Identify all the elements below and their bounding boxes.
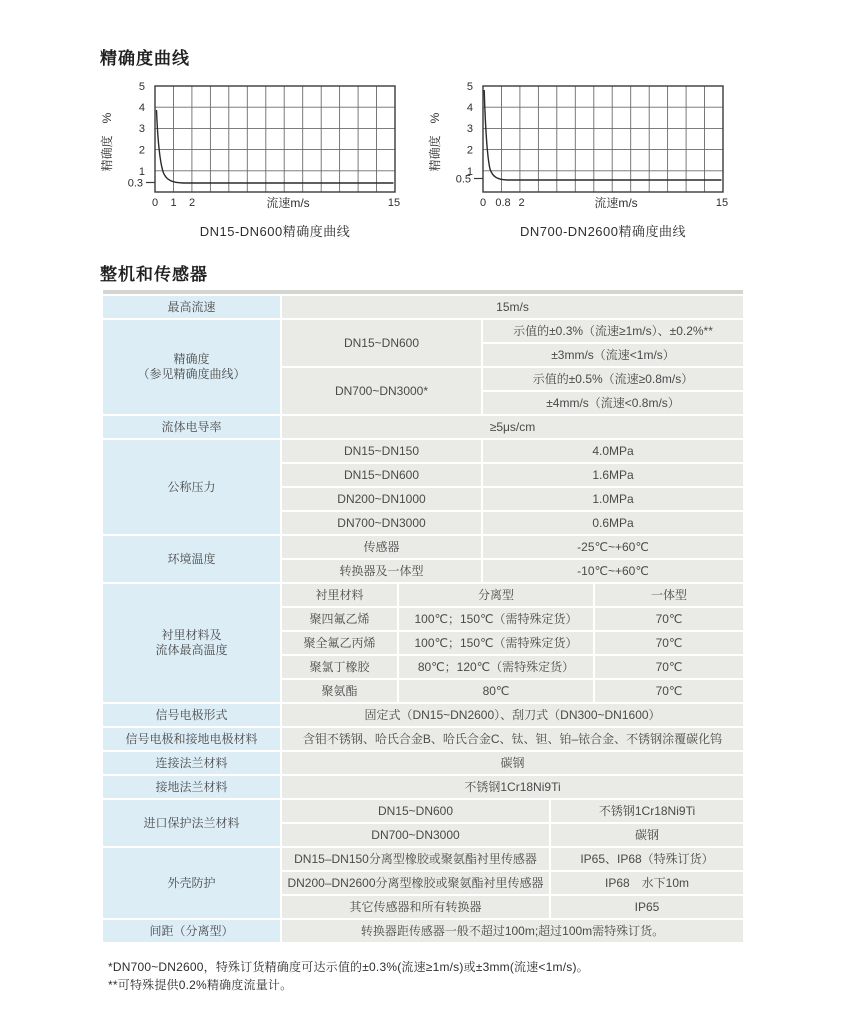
spec-label-flange-connect: 连接法兰材料 <box>103 752 280 774</box>
x-tick-0: 0 <box>151 197 159 209</box>
x-axis-label: 流速m/s <box>594 196 638 210</box>
table-row <box>103 728 743 750</box>
pressure-value-4: 0.6MPa <box>483 512 743 534</box>
footnote-2: **可特殊提供0.2%精确度流量计。 <box>108 978 293 992</box>
table-row <box>103 416 743 438</box>
y-tick-4: 4 <box>138 102 145 114</box>
y-tick-1: 1 <box>138 166 145 178</box>
pressure-value-1: 4.0MPa <box>483 440 743 462</box>
accuracy-group-2: DN700~DN3000* <box>282 368 481 414</box>
y-tick-5: 5 <box>138 81 145 93</box>
chart-caption-left: DN15-DN600精确度曲线 <box>199 224 351 239</box>
spec-value-flange-ground: 不锈钢1Cr18Ni9Ti <box>282 776 743 798</box>
spec-value-conductivity: ≥5μs/cm <box>282 416 743 438</box>
x-tick-1: 0.8 <box>495 197 511 209</box>
accuracy-chart-dn700-dn2600 <box>423 80 735 221</box>
enclosure-item-2: DN200–DN2600分离型橡胶或聚氨酯衬里传感器 <box>282 872 549 894</box>
enclosure-value-1: IP65、IP68（特殊订货） <box>551 848 743 870</box>
table-row <box>103 536 743 558</box>
lining-separate-2: 100℃；150℃（需特殊定货） <box>399 632 593 654</box>
pressure-range-1: DN15~DN150 <box>282 440 481 462</box>
accuracy-group-1-value-2: ±3mm/s（流速<1m/s） <box>483 344 743 366</box>
flange-protect-range-1: DN15~DN600 <box>282 800 549 822</box>
table-row <box>103 440 743 462</box>
table-row <box>103 800 743 822</box>
y-tick-low: 0.5 <box>455 173 471 186</box>
spec-label-electrode-form: 信号电极形式 <box>103 704 280 726</box>
horizontal-gridlines <box>155 107 395 171</box>
env-item-1: 传感器 <box>282 536 481 558</box>
spec-label-pressure: 公称压力 <box>103 440 280 534</box>
table-row <box>103 296 743 318</box>
x-tick-end: 15 <box>387 197 401 209</box>
pressure-range-3: DN200~DN1000 <box>282 488 481 510</box>
lining-separate-3: 80℃；120℃（需特殊定货） <box>399 656 593 678</box>
table-row <box>103 584 743 606</box>
lining-separate-4: 80℃ <box>399 680 593 702</box>
lining-header-integral: 一体型 <box>595 584 743 606</box>
y-tick-2: 2 <box>466 144 473 157</box>
chart-caption-right: DN700-DN2600精确度曲线 <box>520 224 686 239</box>
table-row <box>103 752 743 774</box>
vertical-gridlines <box>174 86 377 192</box>
spec-value-electrode-material: 含钼不锈钢、哈氏合金B、哈氏合金C、钛、钽、铂–铱合金、不锈钢涂覆碳化钨 <box>282 728 743 750</box>
section-title-machine-and-sensor: 整机和传感器 <box>100 265 208 284</box>
spec-label-enclosure: 外壳防护 <box>103 848 280 918</box>
table-row <box>103 920 743 942</box>
lining-integral-2: 70℃ <box>595 632 743 654</box>
spec-label-accuracy: 精确度 （参见精确度曲线） <box>103 320 280 414</box>
x-tick-0: 0 <box>479 197 487 209</box>
x-tick-1: 1 <box>170 197 177 209</box>
x-tick-2: 2 <box>518 197 525 209</box>
accuracy-group-1-value-1: 示值的±0.3%（流速≥1m/s）、±0.2%** <box>483 320 743 342</box>
table-row <box>103 776 743 798</box>
x-axis-label: 流速m/s <box>266 196 310 210</box>
spec-label-lining: 衬里材料及 流体最高温度 <box>103 584 280 702</box>
env-item-2: 转换器及一体型 <box>282 560 481 582</box>
x-tick-end: 15 <box>715 197 729 209</box>
lining-material-1: 聚四氟乙烯 <box>282 608 397 630</box>
lining-material-4: 聚氨酯 <box>282 680 397 702</box>
spec-label-flange-protect: 进口保护法兰材料 <box>103 800 280 846</box>
plot-border <box>155 86 395 192</box>
spec-value-spacing: 转换器距传感器一般不超过100m;超过100m需特殊订货。 <box>282 920 743 942</box>
horizontal-gridlines <box>483 107 723 171</box>
vertical-gridlines <box>502 86 705 192</box>
spec-label-max-flow: 最高流速 <box>103 296 280 318</box>
accuracy-chart-dn15-dn600 <box>95 80 407 221</box>
enclosure-value-3: IP65 <box>551 896 743 918</box>
flange-protect-value-1: 不锈钢1Cr18Ni9Ti <box>551 800 743 822</box>
accuracy-group-2-value-1: 示值的±0.5%（流速≥0.8m/s） <box>483 368 743 390</box>
y-tick-5: 5 <box>466 81 473 93</box>
y-tick-low: 0.3 <box>127 177 143 190</box>
y-tick-4: 4 <box>466 102 473 114</box>
spec-value-flange-connect: 碳钢 <box>282 752 743 774</box>
flange-protect-value-2: 碳钢 <box>551 824 743 846</box>
section-title-accuracy-curves: 精确度曲线 <box>100 49 190 68</box>
lining-material-2: 聚全氟乙丙烯 <box>282 632 397 654</box>
lining-integral-3: 70℃ <box>595 656 743 678</box>
y-axis-label: 精确度 % <box>428 112 442 172</box>
table-row <box>103 320 743 342</box>
spec-label-spacing: 间距（分离型） <box>103 920 280 942</box>
enclosure-item-1: DN15–DN150分离型橡胶或聚氨酯衬里传感器 <box>282 848 549 870</box>
accuracy-chart-dn15-dn600-svg <box>95 80 407 216</box>
env-value-1: -25℃~+60℃ <box>483 536 743 558</box>
enclosure-value-2: IP68 水下10m <box>551 872 743 894</box>
y-tick-1: 1 <box>466 166 473 178</box>
spec-label-flange-ground: 接地法兰材料 <box>103 776 280 798</box>
x-tick-2: 2 <box>188 197 196 209</box>
spec-value-max-flow: 15m/s <box>282 296 743 318</box>
spec-value-electrode-form: 固定式（DN15~DN2600）、刮刀式（DN300~DN1600） <box>282 704 743 726</box>
table-row <box>103 704 743 726</box>
plot-border <box>483 86 723 192</box>
accuracy-group-1: DN15~DN600 <box>282 320 481 366</box>
env-value-2: -10℃~+60℃ <box>483 560 743 582</box>
y-axis-label: 精确度 % <box>100 112 114 172</box>
footnote-1: *DN700~DN2600，特殊订货精确度可达示值的±0.3%(流速≥1m/s)或±3mm(流速<1m/s)。 <box>108 960 589 974</box>
spec-label-conductivity: 流体电导率 <box>103 416 280 438</box>
lining-integral-1: 70℃ <box>595 608 743 630</box>
y-tick-3: 3 <box>138 123 145 135</box>
lining-material-3: 聚氯丁橡胶 <box>282 656 397 678</box>
pressure-range-4: DN700~DN3000 <box>282 512 481 534</box>
y-tick-3: 3 <box>466 123 473 135</box>
table-row <box>103 848 743 870</box>
lining-separate-1: 100℃；150℃（需特殊定货） <box>399 608 593 630</box>
pressure-value-3: 1.0MPa <box>483 488 743 510</box>
pressure-range-2: DN15~DN600 <box>282 464 481 486</box>
spec-label-electrode-material: 信号电极和接地电极材料 <box>103 728 280 750</box>
spec-label-env-temp: 环境温度 <box>103 536 280 582</box>
accuracy-chart-dn700-dn2600-svg <box>423 80 735 216</box>
accuracy-group-2-value-2: ±4mm/s（流速<0.8m/s） <box>483 392 743 414</box>
flange-protect-range-2: DN700~DN3000 <box>282 824 549 846</box>
y-tick-2: 2 <box>138 144 145 157</box>
pressure-value-2: 1.6MPa <box>483 464 743 486</box>
lining-header-separate: 分离型 <box>399 584 593 606</box>
enclosure-item-3: 其它传感器和所有转换器 <box>282 896 549 918</box>
spec-table <box>101 294 745 944</box>
lining-integral-4: 70℃ <box>595 680 743 702</box>
lining-header-material: 衬里材料 <box>282 584 397 606</box>
